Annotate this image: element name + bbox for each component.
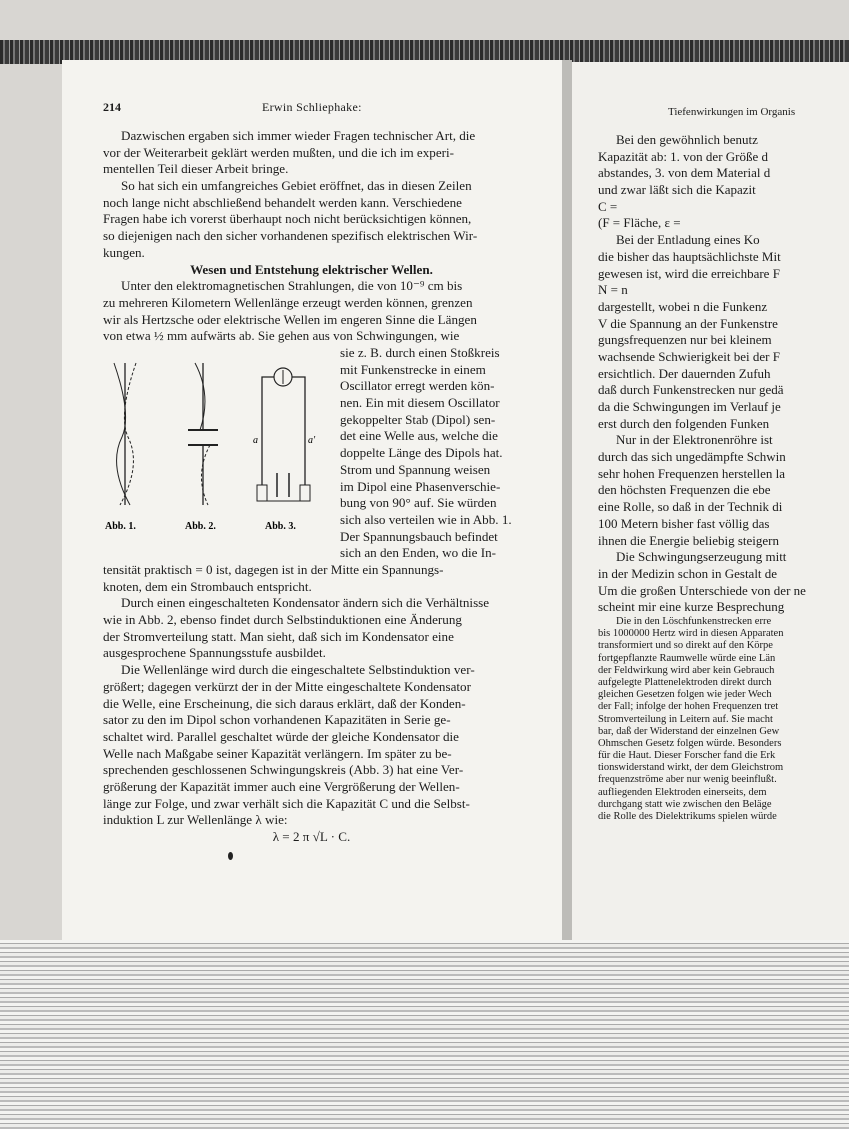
text-line: der Stromverteilung statt. Man sieht, daß sich im Kondensator eine xyxy=(103,628,454,644)
text-line: größerung der Kapazität immer auch eine Vergrößerung der Wellen- xyxy=(103,778,460,794)
text-line: λ = 2 π √L · C. xyxy=(272,829,351,844)
text-line: von etwa ½ mm aufwärts ab. Sie gehen aus von Schwingungen, wie xyxy=(103,328,460,344)
right-note-line: aufliegenden Elektroden einerseits, dem xyxy=(598,786,767,798)
right-text-line: durch das sich ungedämpfte Schwin xyxy=(598,449,786,465)
wrap-text-line: mit Funkenstrecke in einem xyxy=(340,361,486,377)
right-text-line: ersichtlich. Der dauernden Zufuh xyxy=(598,365,771,381)
wrap-text-line: bung von 90° auf. Sie würden xyxy=(340,495,497,511)
right-note-line: bar, daß der Widerstand der einzelnen Gew xyxy=(598,725,780,737)
text-line: noch lange nicht abschließend behandelt werden kann. Verschiedene xyxy=(103,194,462,210)
right-note-line: aufgelegte Plattenelektroden direkt durch xyxy=(598,676,772,688)
scan-edge-bottom xyxy=(0,940,849,1129)
text-line: Unter den elektromagnetischen Strahlungen, die von 10⁻⁹ cm bis xyxy=(121,278,463,294)
right-text-line: scheint mir eine kurze Besprechung xyxy=(598,599,785,615)
right-text-line: den höchsten Frequenzen die ebe xyxy=(598,482,771,498)
text-line: größert; dagegen verkürzt der in der Mitte eingeschaltete Kondensator xyxy=(103,678,471,694)
left-text-block-top xyxy=(103,128,520,345)
label-a: a xyxy=(253,435,258,446)
right-note-line: gleichen Gesetzen folgen wie jeder Wech xyxy=(598,689,772,701)
caption-abb-3: Abb. 3. xyxy=(265,521,296,532)
right-text-line: dargestellt, wobei n die Funkenz xyxy=(598,298,768,314)
right-text-line: Die Schwingungserzeugung mitt xyxy=(616,549,787,565)
right-note-line: bis 1000000 Hertz wird in diesen Apparaten xyxy=(598,628,784,640)
left-text-block-bottom xyxy=(103,562,520,846)
right-note-line: Stromverteilung in Leitern auf. Sie macht xyxy=(598,713,773,725)
wrap-text-line: sie z. B. durch einen Stoßkreis xyxy=(340,345,500,360)
right-footnote-block xyxy=(598,616,849,823)
text-line: Die Wellenlänge wird durch die eingeschaltete Selbstinduktion ver- xyxy=(121,662,475,678)
wrap-text-line: Strom und Spannung weisen xyxy=(340,461,491,477)
oscillator-figure xyxy=(100,355,340,535)
right-note-line: durchgang statt wie zwischen den Beläge xyxy=(598,798,772,810)
right-running-head: Tiefenwirkungen im Organis xyxy=(668,106,796,118)
text-line: mentellen Teil dieser Arbeit bringe. xyxy=(103,161,289,177)
wrap-text-line: sich also verteilen wie in Abb. 1. xyxy=(340,511,512,527)
right-text-line: wachsende Schwierigkeit bei der F xyxy=(598,348,780,364)
right-text-line: gungsfrequenzen nur bei kleinem xyxy=(598,332,772,348)
book-gutter xyxy=(562,60,572,945)
wrap-text-line: doppelte Länge des Dipols hat. xyxy=(340,445,503,461)
right-text-block xyxy=(598,132,849,616)
text-line: vor der Weiterarbeit geklärt werden mußten, und die ich im experi- xyxy=(103,144,455,160)
text-line: tensität praktisch = 0 ist, dagegen ist in der Mitte ein Spannungs- xyxy=(103,562,444,577)
right-text-line: Kapazität ab: 1. von der Größe d xyxy=(598,148,769,164)
right-text-line: eine Rolle, so daß in der Technik di xyxy=(598,499,783,515)
right-note-line: frequenzströme aber nur wenig beeinflußt. xyxy=(598,774,777,786)
text-line: sprechenden geschlossenen Schwingungskreis (Abb. 3) hat eine Ver- xyxy=(103,762,464,778)
text-line: wie in Abb. 2, ebenso findet durch Selbstinduktionen eine Änderung xyxy=(103,612,462,628)
right-text-line: (F = Fläche, ε = xyxy=(598,215,681,231)
right-note-line: der Fall; infolge der hohen Frequenzen tret xyxy=(598,701,779,713)
right-note-line: transformiert und so direkt auf den Körpe xyxy=(598,640,773,652)
wrap-text-line: gekoppelter Stab (Dipol) sen- xyxy=(340,411,496,427)
text-line: Wesen und Entstehung elektrischer Wellen. xyxy=(190,261,433,277)
right-text-line: Nur in der Elektronenröhre ist xyxy=(616,432,773,448)
right-text-line: und zwar läßt sich die Kapazit xyxy=(598,182,756,198)
text-line: ausgesprochene Spannungsstufe ausbildet. xyxy=(103,645,326,661)
page-number: 214 xyxy=(103,100,121,114)
text-line: zu mehreren Kilometern Wellenlänge erzeugt werden können, grenzen xyxy=(103,294,473,310)
right-note-line: die Rolle des Dielektrikums spielen würde xyxy=(598,811,777,822)
right-text-line: Bei den gewöhnlich benutz xyxy=(616,132,758,147)
text-line: induktion L zur Wellenlänge λ wie: xyxy=(103,812,288,828)
wrap-text-line: im Dipol eine Phasenverschie- xyxy=(340,478,501,494)
text-line: die Welle, eine Erscheinung, die sich daraus erklärt, daß der Konden- xyxy=(103,695,466,711)
right-note-line: tionswiderstand wirkt, der dem Gleichstrom xyxy=(598,762,784,774)
text-line: sator zu den im Dipol schon vorhandenen Kapazitäten in Serie ge- xyxy=(103,712,451,728)
right-text-line: N = n xyxy=(598,282,628,298)
right-note-line: fortgepflanzte Raumwelle würde eine Län xyxy=(598,652,776,664)
text-line: Welle nach Maßgabe seiner Kapazität verlängern. Im später zu be- xyxy=(103,745,452,761)
right-text-line: die bisher das hauptsächlichste Mit xyxy=(598,248,781,264)
right-note-line: Die in den Löschfunkenstrecken erre xyxy=(616,616,772,627)
right-text-line: ihnen die Energie beliebig steigern xyxy=(598,532,779,548)
text-line: kungen. xyxy=(103,244,145,260)
wrap-text-line: sich an den Enden, wo die In- xyxy=(340,545,496,561)
text-line: Durch einen eingeschalteten Kondensator ändern sich die Verhältnisse xyxy=(121,595,490,611)
right-note-line: für die Haut. Dieser Forscher fand die Erk xyxy=(598,750,776,762)
right-text-line: erst durch den folgenden Funken xyxy=(598,415,770,431)
text-line: schaltet wird. Parallel geschaltet würde der gleiche Kondensator die xyxy=(103,728,459,744)
text-line: länge zur Folge, und zwar verhält sich die Kapazität C und die Selbst- xyxy=(103,795,470,811)
right-text-line: abstandes, 3. von dem Material d xyxy=(598,165,771,181)
figure-wrap-text xyxy=(340,345,520,562)
right-note-line: der Feldwirkung wird aber kein Gebrauch xyxy=(598,664,775,676)
text-line: so diejenigen nach den sicher vorhandenen spezifisch elektrischen Wir- xyxy=(103,228,478,244)
wrap-text-line: det eine Welle aus, welche die xyxy=(340,428,498,444)
caption-abb-1: Abb. 1. xyxy=(105,521,136,532)
right-text-line: gewesen ist, wird die erreichbare F xyxy=(598,265,780,281)
text-line: Fragen habe ich vorerst überhaupt noch nicht berücksichtigen können, xyxy=(103,211,472,227)
wrap-text-line: Der Spannungsbauch befindet xyxy=(340,528,498,544)
text-line: wir als Hertzsche oder elektrische Wellen im engeren Sinne die Längen xyxy=(103,311,477,327)
right-text-line: daß durch Funkenstrecken nur gedä xyxy=(598,382,784,398)
caption-abb-2: Abb. 2. xyxy=(185,521,216,532)
right-text-line: Um die großen Unterschiede von der ne xyxy=(598,582,806,598)
right-note-line: Ohmschen Gesetz folgen würde. Besonders xyxy=(598,737,782,749)
text-line: So hat sich ein umfangreiches Gebiet eröffnet, das in diesen Zeilen xyxy=(121,178,472,194)
wrap-text-line: Oscillator erregt werden kön- xyxy=(340,378,495,394)
ink-dot xyxy=(228,852,233,860)
right-text-line: Bei der Entladung eines Ko xyxy=(616,232,760,248)
right-text-line: da die Schwingungen im Verlauf je xyxy=(598,399,781,414)
right-text-line: C = xyxy=(598,198,618,214)
text-line: Dazwischen ergaben sich immer wieder Fragen technischer Art, die xyxy=(121,128,476,143)
label-a-prime: a' xyxy=(308,435,316,446)
right-text-line: in der Medizin schon in Gestalt de xyxy=(598,565,778,581)
wrap-text-line: nen. Ein mit diesem Oscillator xyxy=(340,395,500,411)
right-text-line: sehr hohen Frequenzen herstellen la xyxy=(598,465,785,481)
right-text-line: V die Spannung an der Funkenstre xyxy=(598,315,778,331)
running-head: Erwin Schliephake: xyxy=(262,100,362,114)
text-line: knoten, dem ein Strombauch entspricht. xyxy=(103,578,312,594)
right-text-line: 100 Metern bisher fast völlig das xyxy=(598,515,770,531)
